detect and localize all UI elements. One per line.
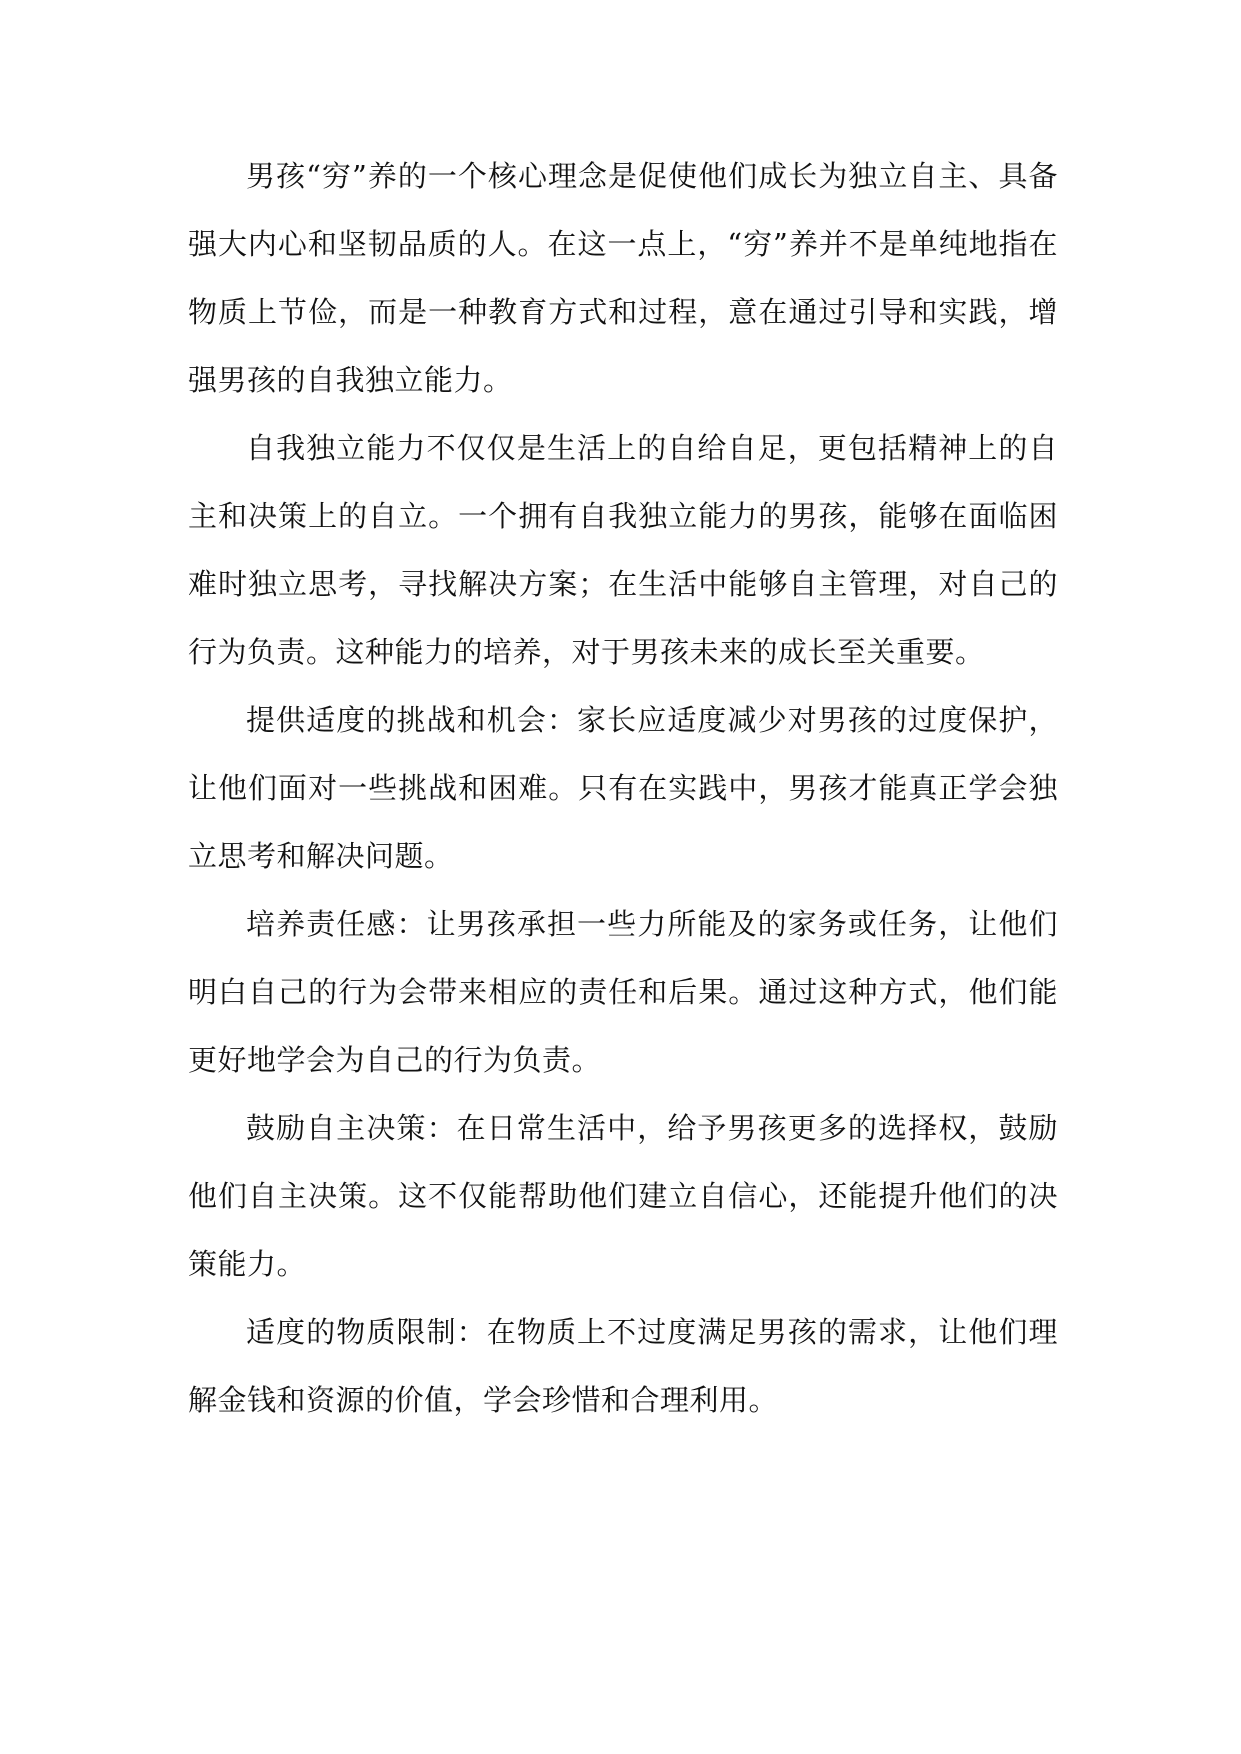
paragraph-material-limits: 适度的物质限制：在物质上不过度满足男孩的需求，让他们理解金钱和资源的价值，学会珍惜和合理利用。 xyxy=(188,1315,1058,1417)
paragraph-independence: 自我独立能力不仅仅是生活上的自给自足，更包括精神上的自主和决策上的自立。一个拥有自我独立能力的男孩，能够在面临困难时独立思考，寻找解决方案；在生活中能够自主管理，对自己的行为负责。这种能力的培养，对于男孩未来的成长至关重要。 xyxy=(188,431,1058,669)
paragraph-responsibility: 培养责任感：让男孩承担一些力所能及的家务或任务，让他们明白自己的行为会带来相应的责任和后果。通过这种方式，他们能更好地学会为自己的行为负责。 xyxy=(188,907,1058,1077)
paragraph-challenges: 提供适度的挑战和机会：家长应适度减少对男孩的过度保护，让他们面对一些挑战和困难。只有在实践中，男孩才能真正学会独立思考和解决问题。 xyxy=(188,703,1058,873)
paragraph-core-concept: 男孩“穷”养的一个核心理念是促使他们成长为独立自主、具备强大内心和坚韧品质的人。在这一点上，“穷”养并不是单纯地指在物质上节俭，而是一种教育方式和过程，意在通过引导和实践，增强男孩的自我独立能力。 xyxy=(188,159,1058,397)
paragraph-decision-making: 鼓励自主决策：在日常生活中，给予男孩更多的选择权，鼓励他们自主决策。这不仅能帮助他们建立自信心，还能提升他们的决策能力。 xyxy=(188,1111,1058,1281)
document-body xyxy=(188,142,1058,1434)
